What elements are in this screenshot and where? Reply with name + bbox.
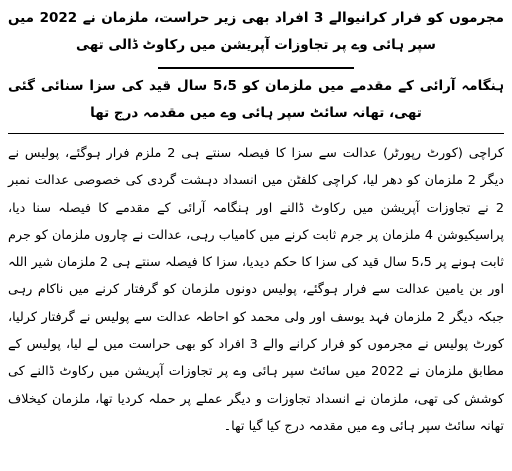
headline: مجرموں کو فرار کرانیوالے 3 افراد بھی زیر حراست، ملزمان نے 2022 میں سپر ہائی وے پر تجاوزات آپریشن میں رکاوٹ ڈالی تھی [8,10,504,53]
article-body: کراچی (کورٹ رپورٹر) عدالت سے سزا کا فیصلہ سنتے ہی 2 ملزم فرار ہوگئے، پولیس نے دیگر 2 ملزمان کو دھر لیا، کراچی کلفٹن میں انسداد دہشت گردی کی خصوصی عدالت نمبر 2 نے تجاوزات آپریشن میں رکاوٹ ڈالنے اور ہنگامہ آرائی کے مقدمے کا فیصلہ سنا دیا، پراسیکیوشن 4 ملزمان پر جرم ثابت کرنے میں کامیاب رہی، عدالت نے چاروں ملزمان کو جرم ثابت ہونے پر 5،5 سال قید کی سزا کا حکم دیدیا، سزا کا فیصلہ سنتے ہی 2 ملزمان شیر اللہ اور بن یامین عدالت سے فرار ہوگئے، پولیس دونوں ملزمان کو گرفتار کرنے میں ناکام رہی جبکہ دیگر 2 ملزمان فہد یوسف اور ولی محمد کو احاطہ عدالت سے پولیس نے گرفتار کرلیا، کورٹ پولیس نے مجرموں کو فرار کرانے والے 3 افراد کو بھی حراست میں لے لیا، پولیس کے مطابق ملزمان نے 2022 میں سائٹ سپر ہائی وے پر تجاوزات آپریشن میں رکاوٹ ڈالنے کی کوشش کی تھی، ملزمان نے انسداد تجاوزات و دیگر عملے پر حملہ کردیا تھا، ملزمان کیخلاف تھانہ سائٹ سپر ہائی وے میں مقدمہ درج کیا گیا تھا۔ [8,146,505,434]
subheadline: ہنگامہ آرائی کے مقدمے میں ملزمان کو 5،5 سال قید کی سزا سنائی گئی تھی، تھانہ سائٹ سپر ہائی وے میں مقدمہ درج تھا [8,78,504,121]
headline-divider [158,67,354,69]
subheadline-divider [8,133,504,134]
